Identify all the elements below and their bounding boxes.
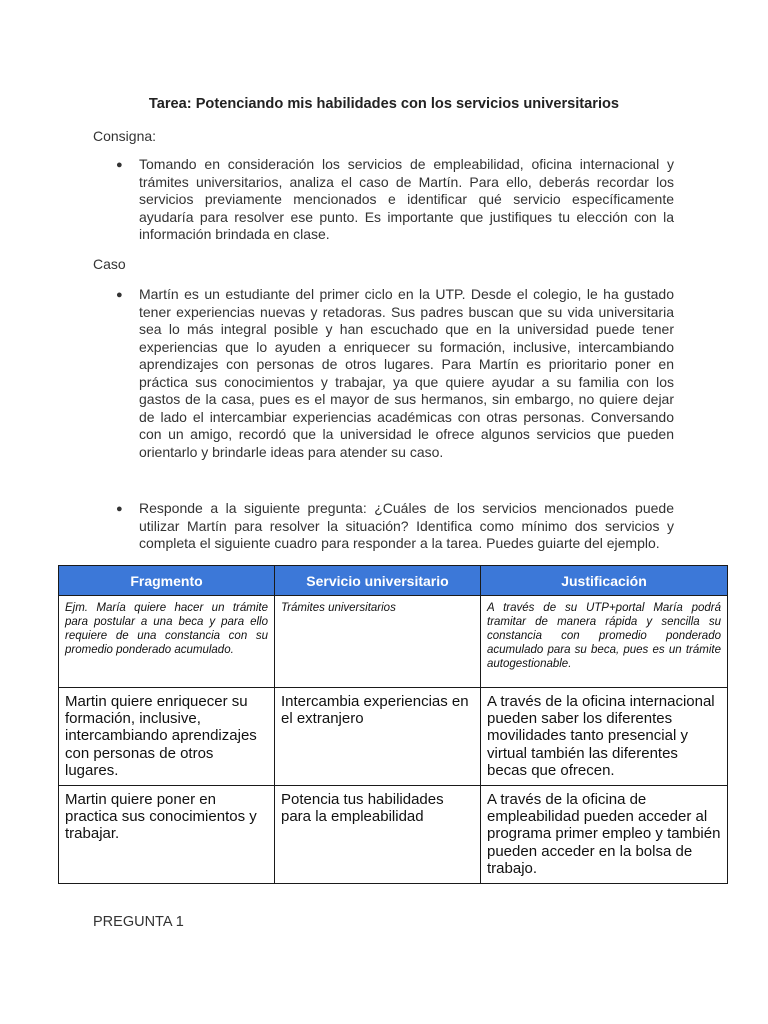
example-servicio-cell: Trámites universitarios [275,596,481,688]
header-fragmento: Fragmento [59,566,275,596]
bullet-icon: ● [116,159,123,171]
table-header-row [59,566,728,596]
table-row-example [59,596,728,688]
table-row [59,786,728,884]
document-title: Tarea: Potenciando mis habilidades con los servicios universitarios [148,96,620,112]
consigna-label: Consigna: [93,128,157,144]
services-table [58,565,728,884]
bullet-icon: ● [116,289,123,301]
caso-label: Caso [93,256,126,272]
fragmento-cell: Martin quiere poner en practica sus conocimientos y trabajar. [59,786,275,884]
servicio-cell: Potencia tus habilidades para la empleabilidad [275,786,481,884]
fragmento-cell: Martin quiere enriquecer su formación, inclusive, intercambiando aprendizajes con personas de otros lugares. [59,688,275,786]
example-justificacion-cell: A través de su UTP+portal María podrá tramitar de manera rápida y sencilla su constancia con promedio ponderado acumulado para su beca, pues es un trámite autogestionable. [481,596,728,688]
consigna-paragraph: Tomando en consideración los servicios de empleabilidad, oficina internacional y trámites universitarios, analiza el caso de Martín. Para ello, deberás recordar los servicios previamente mencionados e identificar qué servicio específicamente ayudaría para resolver ese punto. Es importante que justifiques tu elección con la información brindada en clase. [139,156,674,242]
header-servicio: Servicio universitario [275,566,481,596]
pregunta-paragraph: Responde a la siguiente pregunta: ¿Cuáles de los servicios mencionados puede utilizar Martín para resolver la situación? Identifica como mínimo dos servicios y completa el siguiente cuadro para responder a la tarea. Puedes guiarte del ejemplo. [139,500,674,551]
justificacion-cell: A través de la oficina de empleabilidad pueden acceder al programa primer empleo y también pueden acceder en la bolsa de trabajo. [481,786,728,884]
example-fragmento-cell: Ejm. María quiere hacer un trámite para postular a una beca y para ello requiere de una constancia con su promedio ponderado acumulado. [59,596,275,688]
justificacion-cell: A través de la oficina internacional pueden saber los diferentes movilidades tanto presencial y virtual también las diferentes becas que ofrecen. [481,688,728,786]
pregunta-heading: PREGUNTA 1 [93,914,184,930]
table-row [59,688,728,786]
servicio-cell: Intercambia experiencias en el extranjero [275,688,481,786]
header-justificacion: Justificación [481,566,728,596]
bullet-icon: ● [116,503,123,515]
caso-paragraph: Martín es un estudiante del primer ciclo en la UTP. Desde el colegio, le ha gustado tener experiencias nuevas y retadoras. Sus padres buscan que su vida universitaria sea lo más integral posible y han escuchado que en la universidad puede tener experiencias que lo ayuden a enriquecer su formación, inclusive, intercambiando aprendizajes con personas de otros lugares. Para Martín es prioritario poner en práctica sus conocimientos y trabajar, ya que quiere ayudar a su familia con los gastos de la casa, pues es el mayor de sus hermanos, sin embargo, no quiere dejar de lado el intercambiar experiencias académicas con otras personas. Conversando con un amigo, recordó que la universidad le ofrece algunos servicios que pueden orientarlo y brindarle ideas para atender su caso. [139,286,674,460]
